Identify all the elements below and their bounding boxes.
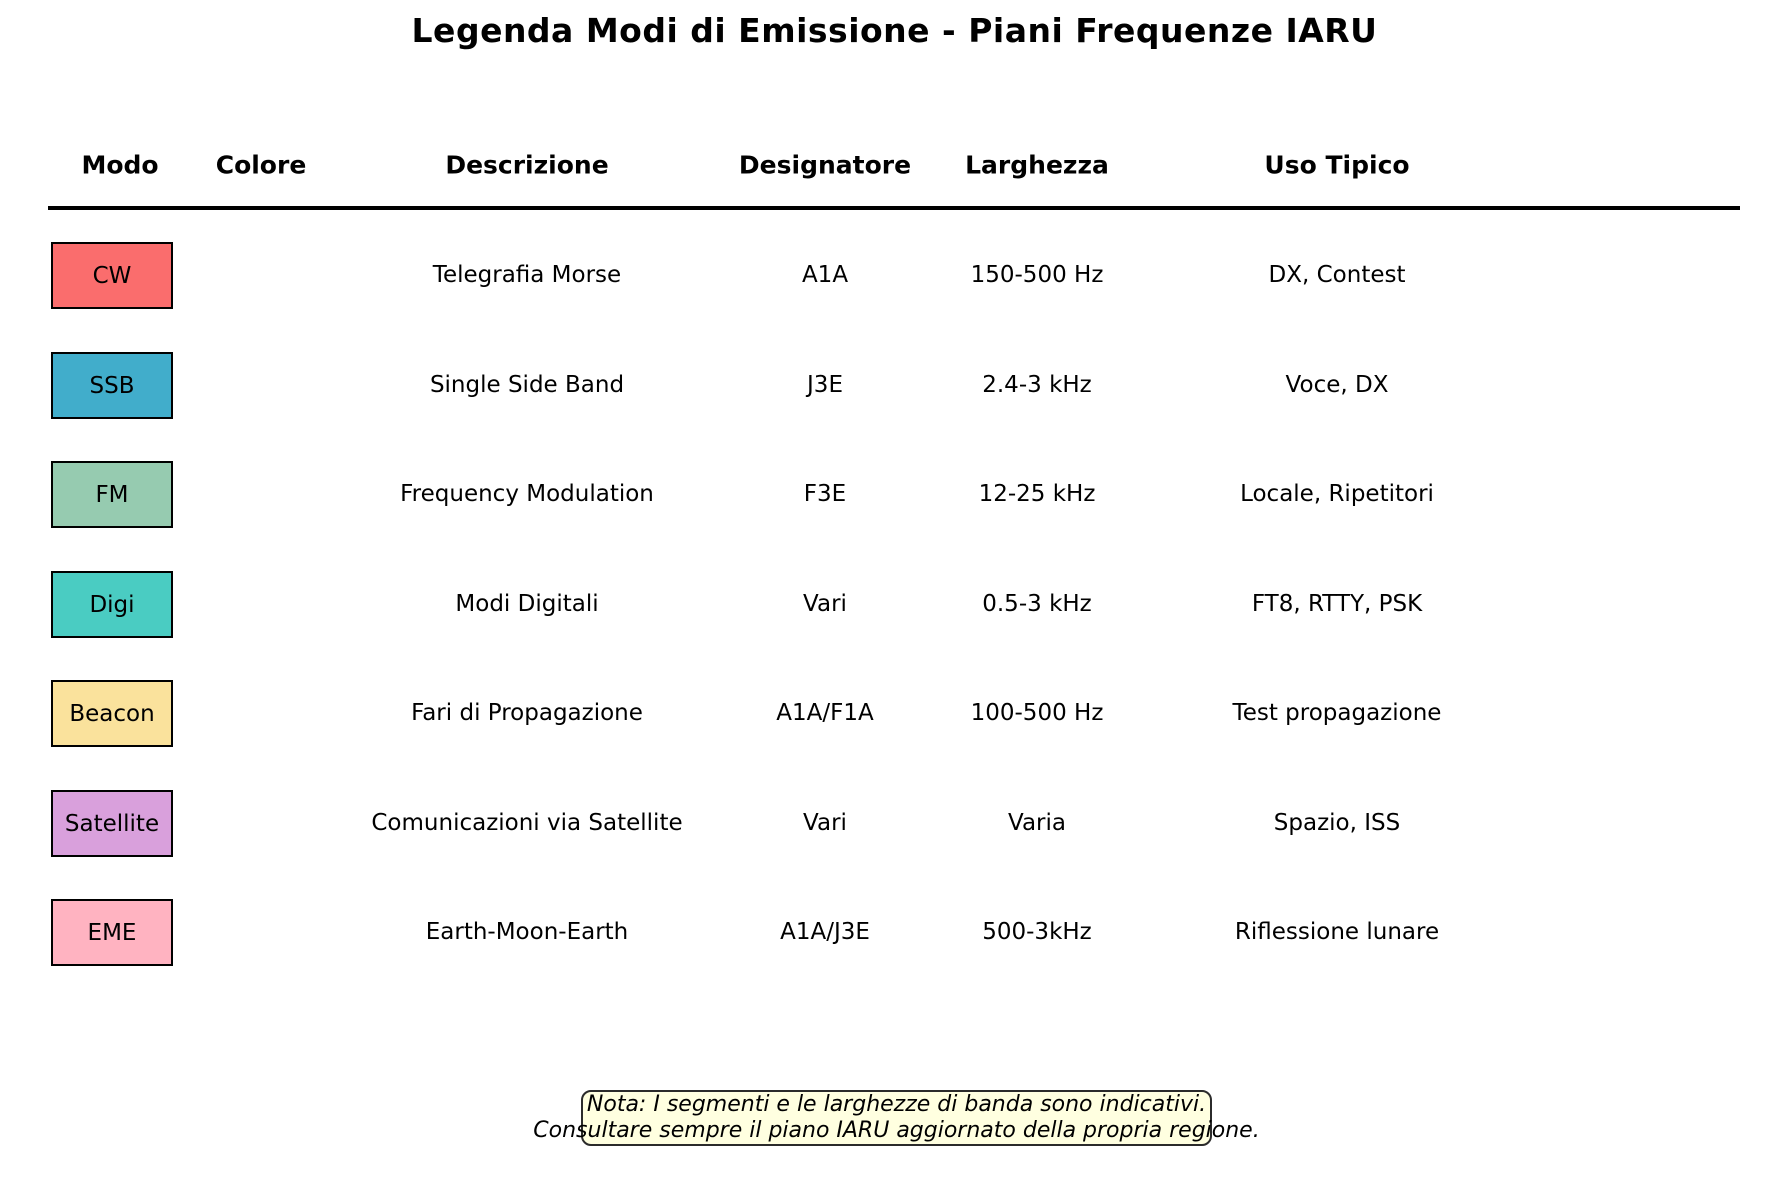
mode-swatch	[51, 461, 173, 528]
usage-cell: Riflessione lunare	[1234, 919, 1440, 945]
description-cell: Frequency Modulation	[400, 481, 654, 507]
description-cell: Single Side Band	[429, 372, 625, 398]
bandwidth-cell: Varia	[1008, 810, 1066, 836]
designator-cell: J3E	[807, 372, 843, 398]
figure-title: Legenda Modi di Emissione - Piani Frequenze IARU	[411, 11, 1378, 50]
mode-swatch	[51, 790, 173, 857]
usage-cell: Test propagazione	[1232, 700, 1442, 726]
column-header-designatore: Designatore	[738, 150, 912, 180]
note-line-2: Consultare sempre il piano IARU aggiornato della propria regione.	[533, 1118, 1260, 1143]
mode-swatch	[51, 571, 173, 638]
mode-swatch	[51, 680, 173, 747]
description-cell: Telegrafia Morse	[432, 262, 622, 288]
designator-cell: A1A	[801, 262, 849, 288]
note-box	[533, 1090, 1260, 1146]
designator-cell: A1A/F1A	[776, 700, 874, 726]
column-header-modo: Modo	[81, 150, 159, 180]
mode-label: Satellite	[64, 810, 160, 837]
mode-label: Digi	[89, 591, 135, 618]
bandwidth-cell: 500-3kHz	[982, 919, 1092, 945]
mode-swatch	[51, 242, 173, 309]
designator-cell: F3E	[803, 481, 847, 507]
mode-label: Beacon	[69, 700, 155, 727]
description-cell: Earth-Moon-Earth	[425, 919, 629, 945]
usage-cell: Voce, DX	[1285, 372, 1389, 398]
designator-cell: A1A/J3E	[780, 919, 870, 945]
mode-swatch	[51, 352, 173, 419]
mode-label: CW	[92, 262, 132, 289]
usage-cell: Locale, Ripetitori	[1240, 481, 1434, 507]
bandwidth-cell: 12-25 kHz	[978, 481, 1096, 507]
bandwidth-cell: 2.4-3 kHz	[982, 372, 1092, 398]
usage-cell: Spazio, ISS	[1273, 810, 1401, 836]
description-cell: Comunicazioni via Satellite	[371, 810, 683, 836]
note-line-1: Nota: I segmenti e le larghezze di banda sono indicativi.	[586, 1092, 1207, 1117]
mode-label: EME	[87, 919, 137, 946]
usage-cell: DX, Contest	[1268, 262, 1406, 288]
column-header-uso-tipico: Uso Tipico	[1264, 150, 1410, 180]
bandwidth-cell: 0.5-3 kHz	[982, 591, 1092, 617]
description-cell: Modi Digitali	[455, 591, 599, 617]
description-cell: Fari di Propagazione	[411, 700, 643, 726]
mode-swatch	[51, 899, 173, 966]
column-header-colore: Colore	[215, 150, 307, 180]
mode-label: FM	[95, 481, 129, 508]
bandwidth-cell: 150-500 Hz	[970, 262, 1104, 288]
designator-cell: Vari	[803, 591, 847, 617]
bandwidth-cell: 100-500 Hz	[970, 700, 1104, 726]
column-header-larghezza: Larghezza	[965, 150, 1109, 180]
mode-label: SSB	[89, 372, 135, 399]
designator-cell: Vari	[803, 810, 847, 836]
column-header-descrizione: Descrizione	[445, 150, 609, 180]
header-divider-line	[48, 206, 1740, 210]
usage-cell: FT8, RTTY, PSK	[1251, 591, 1423, 617]
